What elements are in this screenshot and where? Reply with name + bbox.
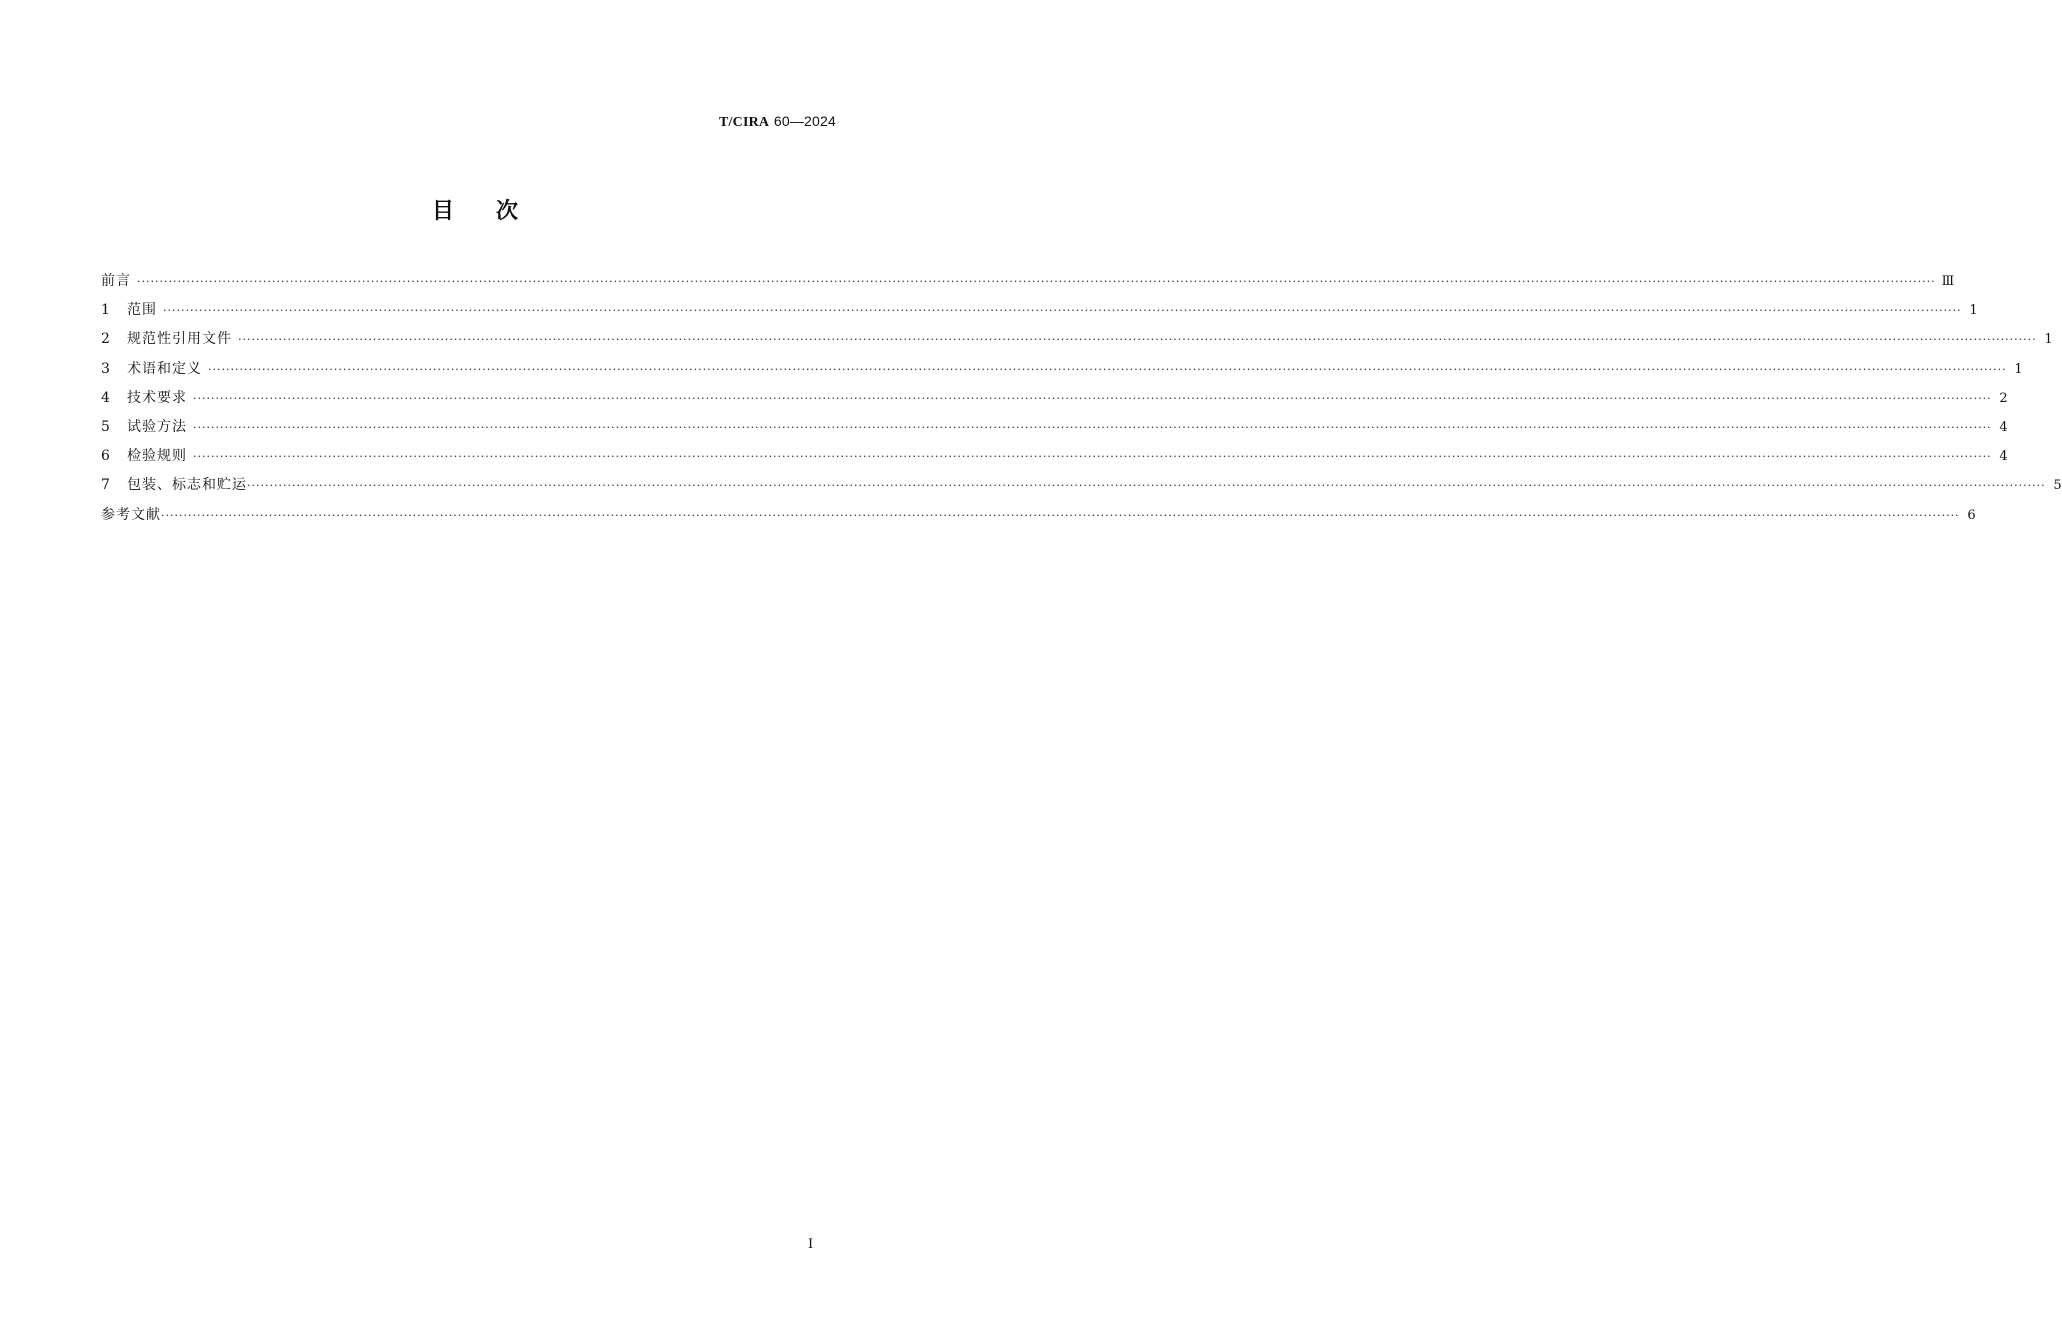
toc-leader: ················································································································································································································································································································································································································ <box>163 304 1962 318</box>
toc-entry-page: 6 <box>1967 507 1976 523</box>
toc-title: 目次 <box>431 199 560 224</box>
toc-entry-page: 4 <box>1999 449 2008 465</box>
toc-leader: ················································································································································································································································································································································································································ <box>193 391 1992 405</box>
toc-entry-number: 4 <box>101 389 110 406</box>
toc-leader: ················································································································································································································································································································································································································ <box>247 479 2046 493</box>
document-code-prefix: T/CIRA <box>719 115 770 130</box>
toc-entry-page: Ⅲ <box>1941 274 1955 289</box>
toc-entry-title: 术语和定义 <box>127 360 202 377</box>
toc-entry-1[interactable] <box>101 299 1978 328</box>
toc-leader: ················································································································································································································································································································································································································ <box>208 362 2007 376</box>
toc-entry-title: 试验方法 <box>127 418 187 435</box>
toc-entry-5[interactable] <box>101 416 2008 445</box>
toc-entry-number: 7 <box>101 477 110 494</box>
toc-entry-title: 参考文献 <box>101 506 161 523</box>
toc-entry-page: 5 <box>2053 478 2062 494</box>
toc-entry-page: 2 <box>1999 390 2008 406</box>
toc-entry-number: 3 <box>101 360 110 377</box>
toc-entry-page: 1 <box>2044 332 2053 348</box>
toc-entry-references[interactable] <box>101 504 1976 533</box>
toc-entry-title: 包装、标志和贮运 <box>127 477 247 494</box>
toc-entry-2[interactable] <box>101 328 2053 357</box>
toc-entry-title: 范围 <box>127 302 157 319</box>
toc-entry-title: 前言 <box>101 273 131 289</box>
toc-entry-page: 1 <box>2014 361 2023 377</box>
toc-entry-title: 检验规则 <box>127 448 187 465</box>
toc-list <box>101 270 2062 533</box>
document-code <box>719 113 836 131</box>
toc-entry-number: 1 <box>101 302 110 319</box>
toc-entry-number: 2 <box>101 331 110 348</box>
page-number: I <box>808 1237 814 1252</box>
document-code-number: 60—2024 <box>773 113 836 129</box>
toc-entry-4[interactable] <box>101 387 2008 416</box>
toc-leader: ················································································································································································································································································································································································································ <box>193 420 1992 434</box>
toc-entry-3[interactable] <box>101 358 2023 387</box>
toc-leader: ················································································································································································································································································································································································································ <box>161 508 1960 522</box>
toc-entry-number: 5 <box>101 418 110 435</box>
toc-entry-page: 4 <box>1999 419 2008 435</box>
toc-entry-title: 技术要求 <box>127 389 187 406</box>
toc-entry-6[interactable] <box>101 445 2008 474</box>
toc-entry-title: 规范性引用文件 <box>127 331 232 348</box>
toc-entry-page: 1 <box>1969 303 1978 319</box>
toc-entry-preface[interactable] <box>101 270 1955 299</box>
toc-entry-number: 6 <box>101 448 110 465</box>
toc-entry-7[interactable] <box>101 474 2062 503</box>
toc-leader: ················································································································································································································································································································································································································ <box>238 333 2037 347</box>
toc-leader: ················································································································································································································································································································································································································ <box>137 275 1936 288</box>
toc-leader: ················································································································································································································································································································································································································ <box>193 450 1992 464</box>
